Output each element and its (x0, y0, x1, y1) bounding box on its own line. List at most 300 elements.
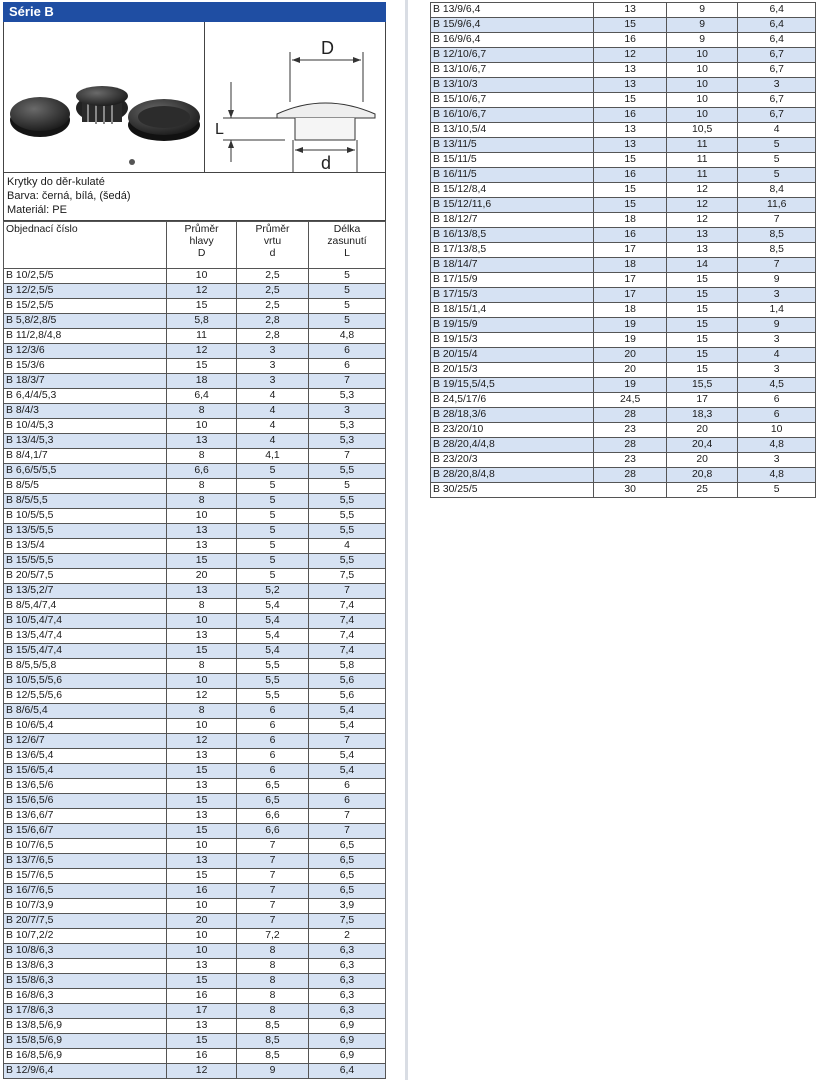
hole-diameter-cell: 13 (666, 243, 737, 258)
insert-length-cell: 9 (738, 318, 816, 333)
head-diameter-cell: 13 (594, 78, 667, 93)
hole-diameter-cell: 10 (666, 63, 737, 78)
order-number-cell: B 8/5,4/7,4 (4, 599, 167, 614)
insert-length-cell: 4,8 (308, 329, 385, 344)
hole-diameter-cell: 5,2 (237, 584, 309, 599)
table-row (4, 329, 386, 344)
head-diameter-cell: 16 (594, 228, 667, 243)
hole-diameter-cell: 15 (666, 348, 737, 363)
insert-length-cell: 5,4 (308, 719, 385, 734)
insert-length-cell: 5,8 (308, 659, 385, 674)
hole-diameter-cell: 8 (237, 974, 309, 989)
table-row (4, 314, 386, 329)
hole-diameter-cell: 20,4 (666, 438, 737, 453)
hole-diameter-cell: 20 (666, 423, 737, 438)
order-number-cell: B 17/15/9 (431, 273, 594, 288)
table-header-row (4, 222, 386, 269)
head-diameter-cell: 18 (594, 303, 667, 318)
insert-length-cell: 6,9 (308, 1034, 385, 1049)
head-diameter-cell: 19 (594, 318, 667, 333)
hole-diameter-cell: 2,8 (237, 329, 309, 344)
head-diameter-cell: 10 (167, 614, 237, 629)
hole-diameter-cell: 15 (666, 288, 737, 303)
order-number-cell: B 18/15/1,4 (431, 303, 594, 318)
insert-length-cell: 5,6 (308, 674, 385, 689)
order-number-cell: B 15/12/11,6 (431, 198, 594, 213)
table-row (431, 453, 816, 468)
hole-diameter-cell: 5 (237, 539, 309, 554)
insert-length-cell: 3 (738, 333, 816, 348)
order-number-cell: B 10/4/5,3 (4, 419, 167, 434)
table-row (431, 63, 816, 78)
hole-diameter-cell: 12 (666, 213, 737, 228)
col-insert-length: Délka zasunutí L (308, 222, 385, 269)
head-diameter-cell: 13 (167, 854, 237, 869)
table-row (4, 614, 386, 629)
table-row (431, 33, 816, 48)
hole-diameter-cell: 7 (237, 854, 309, 869)
insert-length-cell: 4 (738, 123, 816, 138)
table-row (4, 404, 386, 419)
head-diameter-cell: 13 (594, 123, 667, 138)
head-diameter-cell: 13 (594, 63, 667, 78)
head-diameter-cell: 13 (167, 539, 237, 554)
hole-diameter-cell: 13 (666, 228, 737, 243)
product-description (3, 172, 386, 221)
hole-diameter-cell: 10 (666, 48, 737, 63)
insert-length-cell: 6 (738, 408, 816, 423)
hole-diameter-cell: 2,5 (237, 284, 309, 299)
insert-length-cell: 6,3 (308, 989, 385, 1004)
table-row (4, 359, 386, 374)
table-row (4, 269, 386, 284)
hole-diameter-cell: 6 (237, 719, 309, 734)
insert-length-cell: 6,5 (308, 869, 385, 884)
table-row (431, 318, 816, 333)
order-number-cell: B 11/2,8/4,8 (4, 329, 167, 344)
order-number-cell: B 20/7/7,5 (4, 914, 167, 929)
hole-diameter-cell: 14 (666, 258, 737, 273)
order-number-cell: B 8/4,1/7 (4, 449, 167, 464)
table-row (4, 1004, 386, 1019)
insert-length-cell: 6,3 (308, 1004, 385, 1019)
head-diameter-cell: 8 (167, 449, 237, 464)
table-row (431, 333, 816, 348)
head-diameter-cell: 13 (167, 959, 237, 974)
order-number-cell: B 17/8/6,3 (4, 1004, 167, 1019)
order-number-cell: B 12/6/7 (4, 734, 167, 749)
head-diameter-cell: 13 (167, 749, 237, 764)
table-row (431, 243, 816, 258)
table-row (431, 468, 816, 483)
order-number-cell: B 13/11/5 (431, 138, 594, 153)
head-diameter-cell: 10 (167, 419, 237, 434)
hole-diameter-cell: 8,5 (237, 1034, 309, 1049)
hole-diameter-cell: 4 (237, 434, 309, 449)
product-photo (4, 22, 205, 172)
insert-length-cell: 6,4 (738, 18, 816, 33)
head-diameter-cell: 17 (594, 273, 667, 288)
col-hole-diameter: Průměr vrtu d (237, 222, 309, 269)
dimension-drawing-icon (205, 22, 387, 172)
head-diameter-cell: 15 (594, 153, 667, 168)
table-row (431, 168, 816, 183)
table-row (4, 674, 386, 689)
order-number-cell: B 13/9/6,4 (431, 3, 594, 18)
insert-length-cell: 6,3 (308, 959, 385, 974)
order-number-cell: B 13/5,2/7 (4, 584, 167, 599)
head-diameter-cell: 15 (167, 869, 237, 884)
insert-length-cell: 5 (308, 479, 385, 494)
head-diameter-cell: 12 (167, 689, 237, 704)
order-number-cell: B 15/8/6,3 (4, 974, 167, 989)
order-number-cell: B 23/20/3 (431, 453, 594, 468)
order-number-cell: B 5,8/2,8/5 (4, 314, 167, 329)
table-row (4, 779, 386, 794)
head-diameter-cell: 15 (167, 359, 237, 374)
head-diameter-cell: 12 (167, 284, 237, 299)
hole-diameter-cell: 6 (237, 704, 309, 719)
hole-diameter-cell: 11 (666, 153, 737, 168)
head-diameter-cell: 13 (167, 629, 237, 644)
order-number-cell: B 15/2,5/5 (4, 299, 167, 314)
table-row (431, 48, 816, 63)
insert-length-cell: 3 (738, 363, 816, 378)
head-diameter-cell: 13 (167, 584, 237, 599)
hole-diameter-cell: 3 (237, 359, 309, 374)
head-diameter-cell: 10 (167, 674, 237, 689)
head-diameter-cell: 15 (167, 764, 237, 779)
table-row (431, 198, 816, 213)
head-diameter-cell: 23 (594, 453, 667, 468)
insert-length-cell: 7,4 (308, 629, 385, 644)
series-title: Série B (3, 2, 386, 22)
hole-diameter-cell: 5,4 (237, 614, 309, 629)
description-color: Barva: černá, bílá, (šedá) (7, 190, 131, 202)
table-row (431, 138, 816, 153)
order-number-cell: B 16/9/6,4 (431, 33, 594, 48)
hole-plugs-photo-icon (4, 22, 204, 172)
insert-length-cell: 6,5 (308, 884, 385, 899)
head-diameter-cell: 30 (594, 483, 667, 498)
insert-length-cell: 4,8 (738, 468, 816, 483)
hole-diameter-cell: 17 (666, 393, 737, 408)
head-diameter-cell: 15 (167, 824, 237, 839)
hole-diameter-cell: 6,5 (237, 779, 309, 794)
table-row (4, 1019, 386, 1034)
table-row (4, 479, 386, 494)
order-number-cell: B 12/5,5/5,6 (4, 689, 167, 704)
insert-length-cell: 8,5 (738, 243, 816, 258)
head-diameter-cell: 5,8 (167, 314, 237, 329)
head-diameter-cell: 13 (167, 1019, 237, 1034)
order-number-cell: B 8/4/3 (4, 404, 167, 419)
order-number-cell: B 16/7/6,5 (4, 884, 167, 899)
head-diameter-cell: 18 (594, 258, 667, 273)
order-number-cell: B 20/5/7,5 (4, 569, 167, 584)
table-row (4, 449, 386, 464)
insert-length-cell: 6 (738, 393, 816, 408)
hole-diameter-cell: 7 (237, 914, 309, 929)
head-diameter-cell: 13 (167, 524, 237, 539)
insert-length-cell: 3,9 (308, 899, 385, 914)
insert-length-cell: 5 (738, 168, 816, 183)
hole-diameter-cell: 15 (666, 318, 737, 333)
left-column (3, 2, 386, 1079)
table-row (4, 959, 386, 974)
description-material: Materiál: PE (7, 204, 67, 216)
order-number-cell: B 10/5,5/5,6 (4, 674, 167, 689)
insert-length-cell: 3 (308, 404, 385, 419)
order-number-cell: B 15/7/6,5 (4, 869, 167, 884)
hole-diameter-cell: 4 (237, 419, 309, 434)
order-number-cell: B 30/25/5 (431, 483, 594, 498)
description-type: Krytky do děr-kulaté (7, 176, 105, 188)
table-row (4, 569, 386, 584)
head-diameter-cell: 8 (167, 494, 237, 509)
hole-diameter-cell: 9 (666, 3, 737, 18)
table-row (4, 989, 386, 1004)
insert-length-cell: 7 (738, 258, 816, 273)
table-row (4, 854, 386, 869)
order-number-cell: B 19/15/9 (431, 318, 594, 333)
table-row (4, 659, 386, 674)
table-row (4, 539, 386, 554)
order-number-cell: B 8/5/5 (4, 479, 167, 494)
insert-length-cell: 4 (308, 539, 385, 554)
left-spec-table (3, 221, 386, 1079)
page-fold (405, 0, 408, 1080)
table-row (4, 689, 386, 704)
head-diameter-cell: 16 (167, 1049, 237, 1064)
hole-diameter-cell: 15 (666, 333, 737, 348)
insert-length-cell: 6,5 (308, 839, 385, 854)
head-diameter-cell: 12 (594, 48, 667, 63)
product-images (3, 22, 386, 172)
head-diameter-cell: 8 (167, 599, 237, 614)
insert-length-cell: 7 (308, 449, 385, 464)
order-number-cell: B 17/13/8,5 (431, 243, 594, 258)
table-row (4, 749, 386, 764)
technical-drawing (205, 22, 387, 172)
head-diameter-cell: 15 (594, 18, 667, 33)
insert-length-cell: 6 (308, 794, 385, 809)
hole-diameter-cell: 11 (666, 168, 737, 183)
head-diameter-cell: 15 (594, 93, 667, 108)
head-diameter-cell: 17 (594, 288, 667, 303)
head-diameter-cell: 10 (167, 509, 237, 524)
head-diameter-cell: 15 (167, 1034, 237, 1049)
hole-diameter-cell: 5 (237, 524, 309, 539)
table-row (4, 929, 386, 944)
order-number-cell: B 13/4/5,3 (4, 434, 167, 449)
insert-length-cell: 9 (738, 273, 816, 288)
hole-diameter-cell: 20,8 (666, 468, 737, 483)
head-diameter-cell: 10 (167, 929, 237, 944)
head-diameter-cell: 15 (167, 974, 237, 989)
hole-diameter-cell: 25 (666, 483, 737, 498)
order-number-cell: B 15/3/6 (4, 359, 167, 374)
insert-length-cell: 5 (308, 299, 385, 314)
order-number-cell: B 10/6/5,4 (4, 719, 167, 734)
insert-length-cell: 11,6 (738, 198, 816, 213)
head-diameter-cell: 23 (594, 423, 667, 438)
table-row (431, 153, 816, 168)
hole-diameter-cell: 7 (237, 869, 309, 884)
insert-length-cell: 6,9 (308, 1019, 385, 1034)
table-row (4, 644, 386, 659)
insert-length-cell: 7,5 (308, 914, 385, 929)
hole-diameter-cell: 5,5 (237, 689, 309, 704)
insert-length-cell: 6,5 (308, 854, 385, 869)
table-row (431, 378, 816, 393)
order-number-cell: B 19/15/3 (431, 333, 594, 348)
table-row (431, 393, 816, 408)
table-row (431, 228, 816, 243)
hole-diameter-cell: 6 (237, 764, 309, 779)
hole-diameter-cell: 5 (237, 554, 309, 569)
order-number-cell: B 15/12/8,4 (431, 183, 594, 198)
order-number-cell: B 15/11/5 (431, 153, 594, 168)
head-diameter-cell: 28 (594, 438, 667, 453)
insert-length-cell: 2 (308, 929, 385, 944)
table-row (431, 108, 816, 123)
hole-diameter-cell: 20 (666, 453, 737, 468)
head-diameter-cell: 10 (167, 899, 237, 914)
head-diameter-cell: 28 (594, 408, 667, 423)
insert-length-cell: 7 (308, 809, 385, 824)
hole-diameter-cell: 15 (666, 273, 737, 288)
head-diameter-cell: 19 (594, 333, 667, 348)
order-number-cell: B 13/8/6,3 (4, 959, 167, 974)
head-diameter-cell: 13 (594, 138, 667, 153)
table-row (431, 423, 816, 438)
table-row (4, 389, 386, 404)
table-row (4, 464, 386, 479)
table-row (431, 18, 816, 33)
insert-length-cell: 6,7 (738, 108, 816, 123)
insert-length-cell: 5 (308, 269, 385, 284)
table-row (431, 183, 816, 198)
head-diameter-cell: 13 (167, 779, 237, 794)
insert-length-cell: 7 (738, 213, 816, 228)
table-row (431, 93, 816, 108)
head-diameter-cell: 16 (167, 989, 237, 1004)
head-diameter-cell: 15 (594, 183, 667, 198)
insert-length-cell: 6,9 (308, 1049, 385, 1064)
table-row (4, 794, 386, 809)
hole-diameter-cell: 11 (666, 138, 737, 153)
head-diameter-cell: 11 (167, 329, 237, 344)
insert-length-cell: 6 (308, 779, 385, 794)
hole-diameter-cell: 10 (666, 108, 737, 123)
hole-diameter-cell: 5 (237, 464, 309, 479)
order-number-cell: B 13/6,5/6 (4, 779, 167, 794)
hole-diameter-cell: 4 (237, 404, 309, 419)
table-row (431, 303, 816, 318)
order-number-cell: B 15/8,5/6,9 (4, 1034, 167, 1049)
table-row (431, 483, 816, 498)
order-number-cell: B 18/3/7 (4, 374, 167, 389)
order-number-cell: B 13/8,5/6,9 (4, 1019, 167, 1034)
order-number-cell: B 10/7/6,5 (4, 839, 167, 854)
hole-diameter-cell: 8,5 (237, 1049, 309, 1064)
order-number-cell: B 28/20,8/4,8 (431, 468, 594, 483)
hole-diameter-cell: 5,5 (237, 674, 309, 689)
order-number-cell: B 15/6,6/7 (4, 824, 167, 839)
hole-diameter-cell: 5 (237, 509, 309, 524)
table-row (4, 734, 386, 749)
right-spec-table (430, 2, 816, 498)
table-row (4, 719, 386, 734)
insert-length-cell: 6,4 (738, 3, 816, 18)
table-row (4, 974, 386, 989)
hole-diameter-cell: 18,3 (666, 408, 737, 423)
insert-length-cell: 1,4 (738, 303, 816, 318)
head-diameter-cell: 20 (594, 363, 667, 378)
order-number-cell: B 10/8/6,3 (4, 944, 167, 959)
order-number-cell: B 12/3/6 (4, 344, 167, 359)
table-row (4, 299, 386, 314)
insert-length-cell: 5,5 (308, 524, 385, 539)
head-diameter-cell: 16 (594, 108, 667, 123)
head-diameter-cell: 17 (594, 243, 667, 258)
table-row (431, 288, 816, 303)
insert-length-cell: 8,4 (738, 183, 816, 198)
table-row (4, 599, 386, 614)
table-row (4, 869, 386, 884)
table-row (4, 434, 386, 449)
insert-length-cell: 6 (308, 344, 385, 359)
order-number-cell: B 6,4/4/5,3 (4, 389, 167, 404)
table-row (431, 408, 816, 423)
head-diameter-cell: 12 (167, 734, 237, 749)
hole-diameter-cell: 5,4 (237, 644, 309, 659)
insert-length-cell: 5,6 (308, 689, 385, 704)
insert-length-cell: 5,4 (308, 764, 385, 779)
table-row (4, 524, 386, 539)
table-row (4, 764, 386, 779)
hole-diameter-cell: 5,4 (237, 599, 309, 614)
order-number-cell: B 16/11/5 (431, 168, 594, 183)
insert-length-cell: 5 (738, 153, 816, 168)
dim-L-label: L (215, 121, 224, 138)
order-number-cell: B 13/5/4 (4, 539, 167, 554)
insert-length-cell: 5,3 (308, 389, 385, 404)
head-diameter-cell: 10 (167, 269, 237, 284)
insert-length-cell: 7 (308, 374, 385, 389)
order-number-cell: B 13/10,5/4 (431, 123, 594, 138)
order-number-cell: B 15/6,5/6 (4, 794, 167, 809)
order-number-cell: B 16/8/6,3 (4, 989, 167, 1004)
head-diameter-cell: 15 (167, 299, 237, 314)
order-number-cell: B 10/5,4/7,4 (4, 614, 167, 629)
order-number-cell: B 15/6/5,4 (4, 764, 167, 779)
hole-diameter-cell: 3 (237, 374, 309, 389)
table-row (4, 899, 386, 914)
order-number-cell: B 28/18,3/6 (431, 408, 594, 423)
hole-diameter-cell: 5 (237, 494, 309, 509)
order-number-cell: B 13/6/5,4 (4, 749, 167, 764)
hole-diameter-cell: 8,5 (237, 1019, 309, 1034)
table-row (4, 374, 386, 389)
insert-length-cell: 7,4 (308, 599, 385, 614)
head-diameter-cell: 20 (167, 569, 237, 584)
table-row (431, 213, 816, 228)
table-row (4, 494, 386, 509)
hole-diameter-cell: 8 (237, 959, 309, 974)
order-number-cell: B 16/10/6,7 (431, 108, 594, 123)
